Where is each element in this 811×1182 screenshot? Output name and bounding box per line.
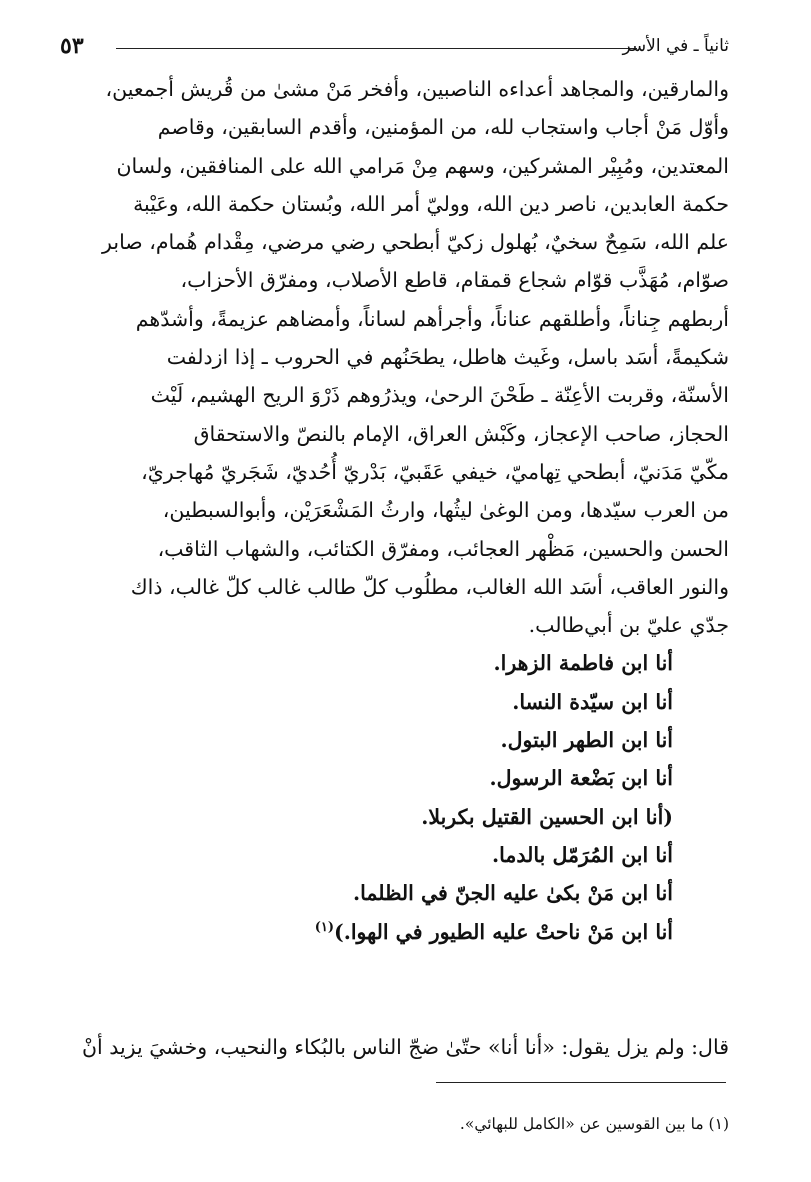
body-line: الأسنّة، وقربت الأعِنّة ـ طَحْنَ الرحىٰ، ويذرُوهم ذَرْوَ الريح الهشيم، لَيْث	[150, 383, 729, 408]
body-line: شكيمةً، أسَد باسل، وغَيث هاطل، يطحَنُهم في الحروب ـ إذا ازدلفت	[166, 345, 729, 370]
footnote: (١) ما بين القوسين عن «الكامل للبهائي».	[459, 1114, 729, 1133]
poem-line: أنا ابن سيّدة النسا.	[512, 689, 673, 714]
poem-line: أنا ابن مَنْ بكىٰ عليه الجنّ في الظلما.	[353, 881, 673, 906]
body-line: من العرب سيّدها، ومن الوغىٰ ليثُها، وارثُ المَشْعَرَيْن، وأبوالسبطين،	[162, 498, 729, 523]
running-title: ثانياً ـ في الأسر	[622, 36, 729, 56]
footnote-rule	[436, 1082, 726, 1083]
body-line: علم الله، سَمِحٌ سخيٌ، بُهلول زكيّ أبطحي رضي مرضي، مِقْدام هُمام، صابر	[102, 230, 729, 255]
poem-line: أنا ابن فاطمة الزهرا.	[493, 651, 673, 676]
body-line: صوّام، مُهَذَّب قوّام شجاع قمقام، قاطع الأصلاب، ومفرّق الأحزاب،	[180, 268, 729, 293]
poem-line-with-ref	[56, 913, 673, 951]
footnote-reference: (١)	[314, 919, 335, 935]
body-line: أربطهم جِناناً، وأطلقهم عناناً، وأجرأهم لساناً، وأمضاهم عزيمةً، وأشدّهم	[135, 306, 729, 331]
body-line: المعتدين، ومُبِيْر المشركين، وسهم مِنْ مَرامي الله على المنافقين، ولسان	[116, 153, 729, 178]
body-line: الحجاز، صاحب الإعجاز، وكَبْش العراق، الإمام بالنصّ والاستحقاق	[193, 421, 729, 446]
header-rule	[116, 48, 637, 49]
poem-line: أنا ابن المُرَمّل بالدما.	[492, 842, 673, 867]
body-line: مكّيّ مَدَنيّ، أبطحي تِهاميّ، خيفي عَقَبيّ، بَدْريّ أُحُديّ، شَجَريّ مُهاجريّ،	[141, 459, 729, 484]
poem-line: أنا ابن الطهر البتول.	[500, 728, 673, 753]
body-line: جدّي عليّ بن أبي‌طالب.	[528, 613, 729, 638]
main-text	[56, 70, 729, 951]
closing-line: قال: ولم يزل يقول: «أنا أنا» حتّىٰ ضجّ الناس بالبُكاء والنحيب، وخشيَ يزيد أنْ	[81, 1035, 729, 1059]
body-line: الحسن والحسين، مَظْهر العجائب، ومفرّق الكتائب، والشهاب الثاقب،	[157, 536, 729, 561]
page-number: ٥٣	[60, 33, 84, 59]
poem-line: (أنا ابن الحسين القتيل بكربلا.	[421, 804, 673, 829]
body-line: والمارقين، والمجاهد أعداءه الناصبين، وأفخر مَنْ مشىٰ من قُريش أجمعين،	[105, 77, 729, 101]
poem-line-text: أنا ابن مَنْ ناحتْ عليه الطيور في الهوا.)	[334, 919, 673, 944]
poem-verses	[56, 644, 729, 950]
body-line: حكمة العابدين، ناصر دين الله، ووليّ أمر الله، وبُستان حكمة الله، وعَيْبة	[133, 191, 729, 216]
body-line: وأوّل مَنْ أجاب واستجاب لله، من المؤمنين، وأقدم السابقين، وقاصم	[157, 115, 729, 140]
page-header	[60, 28, 729, 64]
body-line: والنور العاقب، أسَد الله الغالب، مطلُوب كلّ طالب غالب كلّ غالب، ذاك	[130, 574, 729, 599]
poem-line: أنا ابن بَضْعة الرسول.	[489, 766, 673, 791]
